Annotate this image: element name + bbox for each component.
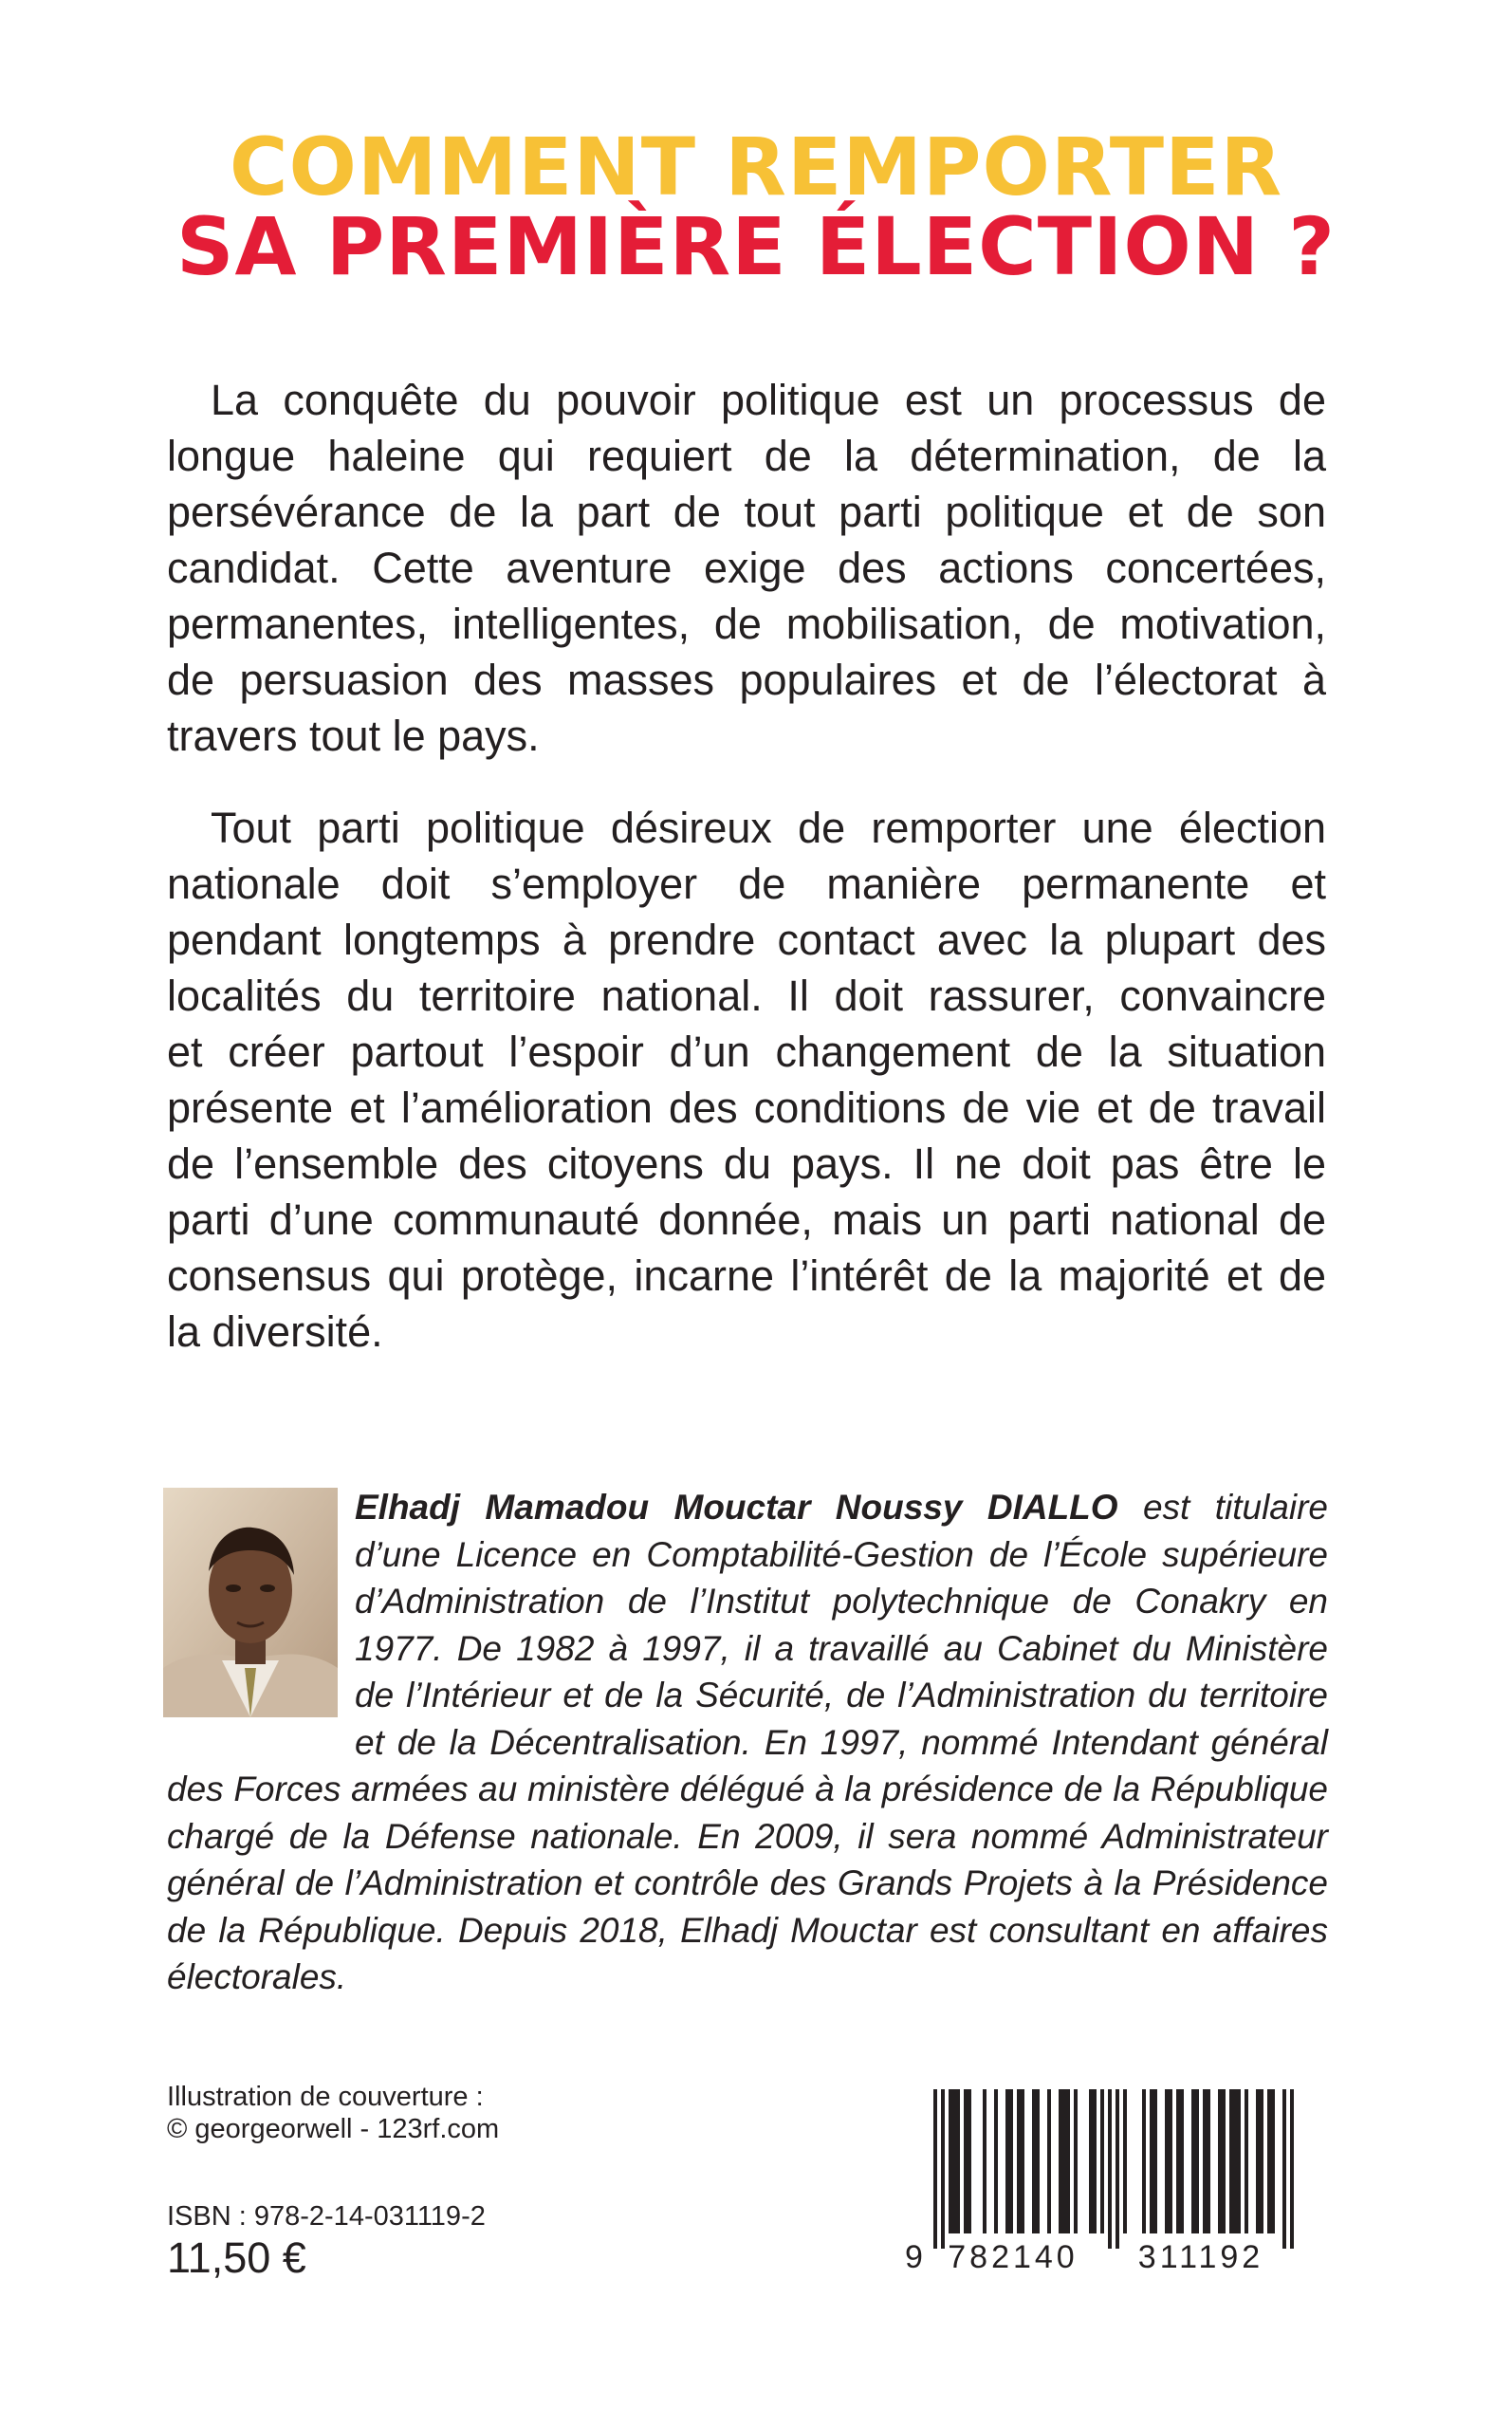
summary-line: pendant longtemps à prendre contact avec la plupart des [167,916,1326,964]
barcode-bar [956,2089,960,2233]
barcode-bar [1123,2089,1127,2233]
barcode-bar [1036,2089,1040,2233]
summary-line: consensus qui protège, incarne l’intérêt de la majorité et de [167,1251,1326,1300]
barcode-bar [1290,2089,1294,2249]
summary-line: localités du territoire national. Il doit rassurer, convaincre [167,972,1326,1020]
barcode-bar [1282,2089,1286,2249]
barcode-bar [1260,2089,1263,2233]
barcode-bar [1233,2089,1237,2233]
barcode-digit-first: 9 [905,2239,923,2275]
barcode-bar [1245,2089,1248,2233]
barcode-bar [1116,2089,1119,2249]
barcode-bar [983,2089,986,2233]
barcode-bar [1218,2089,1222,2233]
author-bio [167,1484,1328,2001]
barcode-bar [1150,2089,1153,2233]
barcode-bar [994,2089,998,2233]
bio-line: électorales. [167,1957,347,1996]
bio-line-rest: est titulaire [1117,1488,1328,1527]
summary-line: parti d’une communauté donnée, mais un parti national de [167,1195,1326,1244]
barcode-bar [1256,2089,1260,2233]
barcode [895,2089,1305,2275]
summary-line: travers tout le pays. [167,712,540,760]
bio-line: des Forces armées au ministère délégué à la présidence de la République [167,1770,1328,1808]
barcode-bar [1229,2089,1233,2233]
bio-line: 1977. De 1982 à 1997, il a travaillé au Cabinet du Ministère [355,1628,1328,1668]
barcode-bar [1074,2089,1078,2233]
summary-line: et créer partout l’espoir d’un changement de la situation [167,1028,1326,1076]
barcode-bar [968,2089,971,2233]
summary-line: permanentes, intelligentes, de mobilisation, de motivation, [167,600,1326,648]
barcode-bar [1142,2089,1146,2233]
barcode-bar [1195,2089,1199,2233]
barcode-bar [952,2089,956,2233]
summary-line: candidat. Cette aventure exige des actions concertées, [167,544,1326,592]
price: 11,50 € [167,2233,306,2282]
barcode-digits-right: 311192 [1137,2239,1264,2275]
bio-line: chargé de la Défense nationale. En 2009, il sera nommé Administrateur [167,1816,1328,1856]
summary-line: La conquête du pouvoir politique est un processus de [211,376,1326,424]
barcode-bar [949,2089,952,2233]
bio-line: de l’Intérieur et de la Sécurité, de l’Administration du territoire [355,1676,1328,1714]
barcode-bar [1237,2089,1241,2233]
barcode-bar [1176,2089,1180,2233]
barcode-bar [1108,2089,1112,2249]
barcode-bar [933,2089,937,2249]
illustration-credit-label: Illustration de couverture : [167,2082,484,2112]
bio-line: d’Administration de l’Institut polytechnique de Conakry en [355,1582,1328,1621]
barcode-bar [1153,2089,1157,2233]
bio-line: et de la Décentralisation. En 1997, nommé Intendant général [355,1722,1328,1762]
barcode-digits-left: 782140 [948,2239,1079,2275]
barcode-bar [1062,2089,1066,2233]
bio-line: général de l’Administration et contrôle des Grands Projets à la Présidence [167,1863,1328,1902]
summary-paragraph-2 [167,800,1326,1360]
barcode-bar [941,2089,945,2249]
barcode-bar [1207,2089,1210,2233]
barcode-bar [964,2089,968,2233]
barcode-bar [1100,2089,1104,2233]
title-line-1: COMMENT REMPORTER [229,120,1283,213]
barcode-bar [1066,2089,1070,2233]
barcode-bar [1165,2089,1169,2233]
barcode-bar [1267,2089,1271,2233]
barcode-bar [1203,2089,1207,2233]
barcode-bar [1180,2089,1184,2233]
summary-line: de l’ensemble des citoyens du pays. Il ne doit pas être le [167,1140,1326,1188]
barcode-bar [1009,2089,1013,2233]
barcode-bar [1047,2089,1051,2233]
summary-paragraph-1 [167,372,1326,764]
bio-first-line [167,1484,1328,1531]
barcode-bar [1032,2089,1036,2233]
summary-line: présente et l’amélioration des conditions de vie et de travail [167,1084,1326,1132]
barcode-bar [1059,2089,1062,2233]
summary-line: de persuasion des masses populaires et de l’électorat à [167,656,1326,704]
barcode-bar [1169,2089,1172,2233]
title-line-2: SA PREMIÈRE ÉLECTION ? [175,200,1337,293]
summary-line: longue haleine qui requiert de la détermination, de la [167,432,1326,480]
isbn: ISBN : 978-2-14-031119-2 [167,2201,486,2232]
bio-line: d’une Licence en Comptabilité-Gestion de l’École supérieure [355,1534,1328,1574]
illustration-credit-source: © georgeorwell - 123rf.com [167,2114,500,2144]
summary-line: la diversité. [167,1307,383,1356]
summary-line: Tout parti politique désireux de remporter une élection [211,804,1326,852]
bio-line: de la République. Depuis 2018, Elhadj Mouctar est consultant en affaires [167,1910,1328,1950]
summary-line: persévérance de la part de tout parti politique et de son [167,488,1326,536]
barcode-bar [1222,2089,1226,2233]
barcode-bar [1191,2089,1195,2233]
barcode-bar [1005,2089,1009,2233]
summary-line: nationale doit s’employer de manière permanente et [167,860,1326,908]
barcode-bar [1089,2089,1093,2233]
barcode-bar [1021,2089,1024,2233]
barcode-bar [1271,2089,1275,2233]
author-name: Elhadj Mamadou Mouctar Noussy DIALLO [355,1488,1118,1527]
barcode-bar [1093,2089,1097,2233]
barcode-bar [1017,2089,1021,2233]
